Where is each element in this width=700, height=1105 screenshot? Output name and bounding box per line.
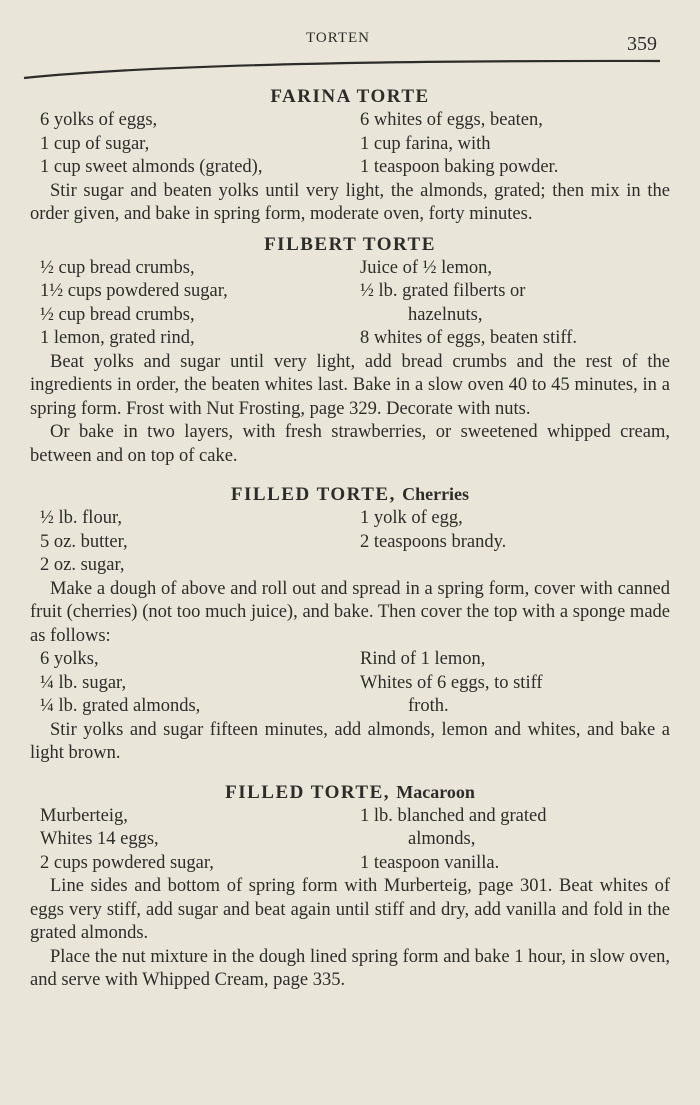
ingredient: 1 cup of sugar, bbox=[40, 133, 150, 154]
ingredient: 1½ cups powdered sugar, bbox=[40, 281, 228, 301]
ingredient: ½ lb. grated filberts or bbox=[360, 281, 526, 301]
ingredient: 1 cup farina, with bbox=[360, 133, 491, 154]
ingredient: Murberteig, bbox=[40, 805, 128, 826]
instructions: Stir sugar and beaten yolks until very light, the almonds, grated; then mix in the order given, and bake in spring form, moderate oven, forty minutes. bbox=[30, 180, 670, 224]
ingredient: Whites of 6 eggs, to stiff bbox=[360, 672, 543, 693]
ingredient-list bbox=[30, 257, 670, 351]
ingredient: ½ lb. flour, bbox=[40, 508, 122, 528]
ingredient: Juice of ½ lemon, bbox=[360, 257, 493, 278]
ingredient-column-left bbox=[30, 507, 348, 578]
ingredient-column-left bbox=[30, 648, 348, 719]
recipe-title: FILBERT TORTE bbox=[264, 233, 436, 255]
ingredient: 1 teaspoon vanilla. bbox=[360, 852, 500, 873]
page-content bbox=[30, 85, 670, 993]
instructions: Beat yolks and sugar until very light, add bread crumbs and the rest of the ingredients in order, the beaten whites last. Bake in a slow oven 40 to 45 minutes, in a spring form. Frost with Nut Frosting, page 329. Decorate with nuts. bbox=[30, 351, 670, 419]
recipe-filled-torte-macaroon bbox=[30, 780, 670, 993]
ingredient: 2 cups powdered sugar, bbox=[40, 852, 214, 873]
ingredient: ¼ lb. sugar, bbox=[40, 672, 127, 693]
ingredient: 2 oz. sugar, bbox=[40, 555, 125, 575]
ingredient: Rind of 1 lemon, bbox=[360, 649, 486, 669]
ingredient-column-left bbox=[30, 257, 348, 351]
ingredient-list bbox=[30, 805, 670, 876]
ingredient: 5 oz. butter, bbox=[40, 531, 128, 552]
ingredient-column-left bbox=[30, 805, 348, 876]
ingredient: almonds, bbox=[408, 829, 476, 849]
ingredient: 1 teaspoon baking powder. bbox=[360, 157, 559, 177]
ingredient: 6 whites of eggs, beaten, bbox=[360, 110, 543, 130]
ingredient: 6 yolks of eggs, bbox=[40, 110, 158, 130]
ingredient: ½ cup bread crumbs, bbox=[40, 257, 195, 278]
ingredient-list bbox=[30, 109, 670, 180]
ingredient-column-right bbox=[348, 805, 670, 876]
ingredient: 1 lemon, grated rind, bbox=[40, 328, 195, 348]
recipe-subtitle: Macaroon bbox=[396, 781, 475, 802]
ingredient: 1 lb. blanched and grated bbox=[360, 805, 547, 826]
ingredient: ½ cup bread crumbs, bbox=[40, 304, 195, 325]
running-head: TORTEN bbox=[306, 30, 370, 46]
ingredient: 2 teaspoons brandy. bbox=[360, 531, 507, 552]
recipe-title: FARINA TORTE bbox=[270, 86, 430, 107]
page-number: 359 bbox=[627, 33, 657, 55]
ingredient-column-right bbox=[348, 648, 670, 719]
ingredient-column-right bbox=[348, 507, 670, 578]
instructions: Stir yolks and sugar fifteen minutes, add almonds, lemon and whites, and bake a light brown. bbox=[30, 719, 670, 763]
ingredient: 8 whites of eggs, beaten stiff. bbox=[360, 328, 577, 348]
ingredient-column-right bbox=[348, 257, 670, 351]
recipe-title: FILLED TORTE, Macaroon bbox=[225, 781, 475, 803]
ingredient: 6 yolks, bbox=[40, 649, 99, 669]
ingredient: ¼ lb. grated almonds, bbox=[40, 696, 201, 716]
ingredient: froth. bbox=[408, 696, 449, 716]
recipe-title: FILLED TORTE, Cherries bbox=[230, 484, 470, 505]
ingredient: hazelnuts, bbox=[408, 304, 483, 325]
ingredient: Whites 14 eggs, bbox=[40, 829, 159, 849]
sponge-ingredient-list bbox=[30, 648, 670, 719]
ingredient-column-right bbox=[348, 109, 670, 180]
ingredient: 1 yolk of egg, bbox=[360, 508, 463, 528]
instructions: Line sides and bottom of spring form with Murberteig, page 301. Beat whites of eggs very stiff, add sugar and beat again until stiff and dry, add vanilla and fold in the grated almonds. bbox=[30, 876, 670, 943]
recipe-filled-torte-cherries bbox=[30, 482, 670, 766]
instructions: Make a dough of above and roll out and spread in a spring form, cover with canned fruit (cherries) (not too much juice), and bake. Then cover the top with a sponge made as follows: bbox=[30, 578, 670, 646]
ingredient-column-left bbox=[30, 109, 348, 180]
instructions: Place the nut mixture in the dough lined spring form and bake 1 hour, in slow oven, and serve with Whipped Cream, page 335. bbox=[30, 946, 670, 990]
recipe-farina-torte bbox=[30, 85, 670, 227]
instructions: Or bake in two layers, with fresh strawberries, or sweetened whipped cream, between and on top of cake. bbox=[30, 422, 670, 466]
recipe-filbert-torte bbox=[30, 233, 670, 469]
ingredient-list bbox=[30, 507, 670, 578]
ingredient: 1 cup sweet almonds (grated), bbox=[40, 157, 263, 177]
recipe-subtitle: Cherries bbox=[402, 484, 470, 504]
